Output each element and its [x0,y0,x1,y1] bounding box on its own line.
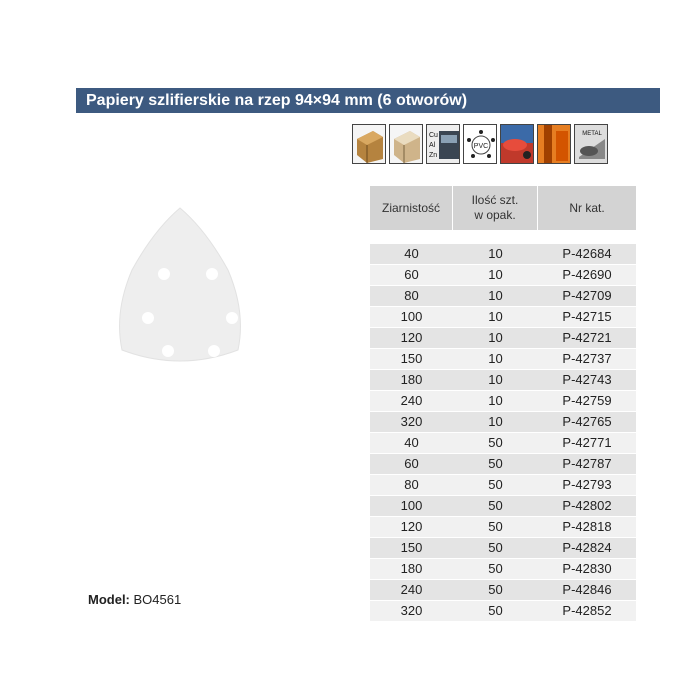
grit-cell: 100 [370,496,453,517]
grit-cell: 150 [370,349,453,370]
catalog-no-cell: P-42737 [538,349,636,370]
grit-cell: 80 [370,286,453,307]
model-label: Model: [88,592,130,607]
quantity-cell: 10 [453,412,538,433]
catalog-no-cell: P-42759 [538,391,636,412]
quantity-cell: 50 [453,538,538,559]
pvc-icon [463,124,497,164]
alloy-cu-label: Cu [429,132,438,139]
quantity-cell: 10 [453,328,538,349]
catalog-no-cell: P-42852 [538,601,636,622]
metal-icon [574,124,608,164]
grit-cell: 60 [370,454,453,475]
column-header-quantity: Ilość szt. w opak. [453,186,538,230]
table-spacer [370,230,636,244]
pvc-label: PVC [473,143,489,150]
alloy-zn-label: Zn [429,152,438,159]
table-row [370,370,636,391]
varnish-icon [537,124,571,164]
grit-cell: 120 [370,328,453,349]
grit-cell: 40 [370,244,453,265]
table-row [370,412,636,433]
table-row [370,475,636,496]
grit-cell: 120 [370,517,453,538]
table-row [370,538,636,559]
quantity-cell: 10 [453,244,538,265]
sanding-pad-image [110,200,250,375]
catalog-no-cell: P-42684 [538,244,636,265]
grit-cell: 150 [370,538,453,559]
quantity-cell: 50 [453,580,538,601]
table-row [370,391,636,412]
table-row [370,349,636,370]
grit-cell: 320 [370,601,453,622]
catalog-no-cell: P-42787 [538,454,636,475]
table-row [370,601,636,622]
catalog-no-cell: P-42690 [538,265,636,286]
material-icons [352,124,608,164]
catalog-no-cell: P-42709 [538,286,636,307]
wood-icon [352,124,386,164]
catalog-no-cell: P-42721 [538,328,636,349]
catalog-no-cell: P-42771 [538,433,636,454]
column-header-catalog-no: Nr kat. [538,186,636,230]
catalog-no-cell: P-42802 [538,496,636,517]
product-table [370,186,636,622]
metal-label: METAL [582,131,602,137]
grit-cell: 240 [370,580,453,601]
table-row [370,286,636,307]
quantity-cell: 10 [453,307,538,328]
quantity-cell: 50 [453,601,538,622]
catalog-no-cell: P-42743 [538,370,636,391]
catalog-no-cell: P-42715 [538,307,636,328]
car-paint-icon [500,124,534,164]
quantity-cell: 10 [453,265,538,286]
catalog-no-cell: P-42846 [538,580,636,601]
quantity-cell: 10 [453,391,538,412]
quantity-cell: 50 [453,475,538,496]
table-row [370,433,636,454]
quantity-cell: 50 [453,454,538,475]
model-caption [88,592,181,607]
quantity-cell: 10 [453,286,538,307]
catalog-no-cell: P-42824 [538,538,636,559]
table-row [370,496,636,517]
metal-alloys-icon [426,124,460,164]
grit-cell: 60 [370,265,453,286]
column-header-grit: Ziarnistość [370,186,453,230]
catalog-no-cell: P-42793 [538,475,636,496]
table-row [370,517,636,538]
table-row [370,559,636,580]
quantity-cell: 50 [453,559,538,580]
table-row [370,454,636,475]
grit-cell: 40 [370,433,453,454]
grit-cell: 100 [370,307,453,328]
table-row [370,244,636,265]
grit-cell: 180 [370,559,453,580]
quantity-cell: 50 [453,517,538,538]
table-row [370,307,636,328]
grit-cell: 320 [370,412,453,433]
table-row [370,265,636,286]
quantity-cell: 50 [453,433,538,454]
quantity-cell: 50 [453,496,538,517]
quantity-cell: 10 [453,370,538,391]
catalog-no-cell: P-42765 [538,412,636,433]
grit-cell: 180 [370,370,453,391]
alloy-al-label: Al [429,142,436,149]
grit-cell: 240 [370,391,453,412]
grit-cell: 80 [370,475,453,496]
table-row [370,328,636,349]
model-value: BO4561 [133,592,182,607]
painted-wood-icon [389,124,423,164]
table-row [370,580,636,601]
catalog-no-cell: P-42830 [538,559,636,580]
catalog-no-cell: P-42818 [538,517,636,538]
quantity-cell: 10 [453,349,538,370]
page-title: Papiery szlifierskie na rzep 94×94 mm (6 otworów) [76,88,660,113]
